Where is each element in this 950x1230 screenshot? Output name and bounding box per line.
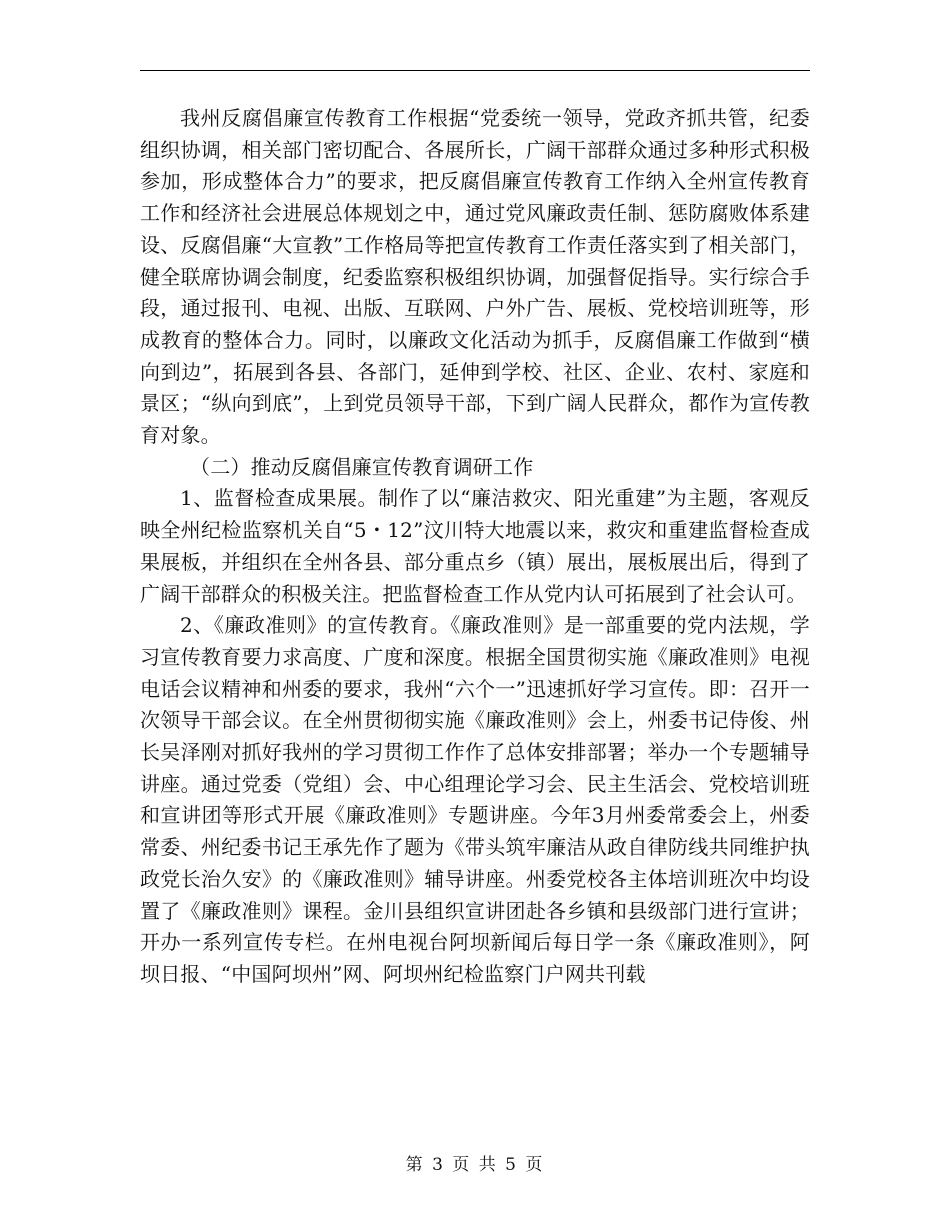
paragraph-propaganda-overview: 我州反腐倡廉宣传教育工作根据“党委统一领导，党政齐抓共管，纪委组织协调，相关部门密切配合、各展所长，广阔干部群众通过多种形式积极参加，形成整体合力”的要求，把反腐倡廉宣传教育工作纳入全州宣传教育工作和经济社会进展总体规划之中，通过党风廉政责任制、惩防腐败体系建设、反腐倡廉“大宣教”工作格局等把宣传教育工作责任落实到了相关部门，健全联席协调会制度，纪委监察积极组织协调，加强督促指导。实行综合手段，通过报刊、电视、出版、互联网、户外广告、展板、党校培训班等，形成教育的整体合力。同时，以廉政文化活动为抓手，反腐倡廉工作做到“横向到边”，拓展到各县、各部门，延伸到学校、社区、企业、农村、家庭和景区；“纵向到底”，上到党员领导干部，下到广阔人民群众，都作为宣传教育对象。 [140, 106, 810, 448]
page-number: 第 3 页 共 5 页 [405, 1155, 545, 1175]
document-body [140, 103, 810, 991]
paragraph-integrity-code: 2、《廉政准则》的宣传教育。《廉政准则》是一部重要的党内法规，学习宣传教育要力求高度、广度和深度。根据全国贯彻实施《廉政准则》电视电话会议精神和州委的要求，我州“六个一”迅速抓好学习宣传。即：召开一次领导干部会议。在全州贯彻彻实施《廉政准则》会上，州委书记侍俊、州长吴泽刚对抓好我州的学习贯彻工作作了总体安排部署；举办一个专题辅导讲座。通过党委（党组）会、中心组理论学习会、民主生活会、党校培训班和宣讲团等形式开展《廉政准则》专题讲座。今年3月州委常委会上，州委常委、州纪委书记王承先作了题为《带头筑牢廉洁从政自律防线共同维护执政党长治久安》的《廉政准则》辅导讲座。州委党校各主体培训班次中均设置了《廉政准则》课程。金川县组织宣讲团赴各乡镇和县级部门进行宣讲；开办一系列宣传专栏。在州电视台阿坝新闻后每日学一条《廉政准则》，阿坝日报、“中国阿坝州”网、阿坝州纪检监察门户网共刊载 [140, 613, 810, 986]
header-rule [140, 70, 810, 71]
section-heading-research: （二）推动反腐倡廉宣传教育调研工作 [190, 454, 534, 479]
paragraph-inspection-exhibition: 1、监督检查成果展。制作了以“廉洁救灾、阳光重建”为主题，客观反映全州纪检监察机关自“5・12”汶川特大地震以来，救灾和重建监督检查成果展板，并组织在全州各县、部分重点乡（镇）展出，展板展出后，得到了广阔干部群众的积极关注。把监督检查工作从党内认可拓展到了社会认可。 [140, 486, 810, 606]
